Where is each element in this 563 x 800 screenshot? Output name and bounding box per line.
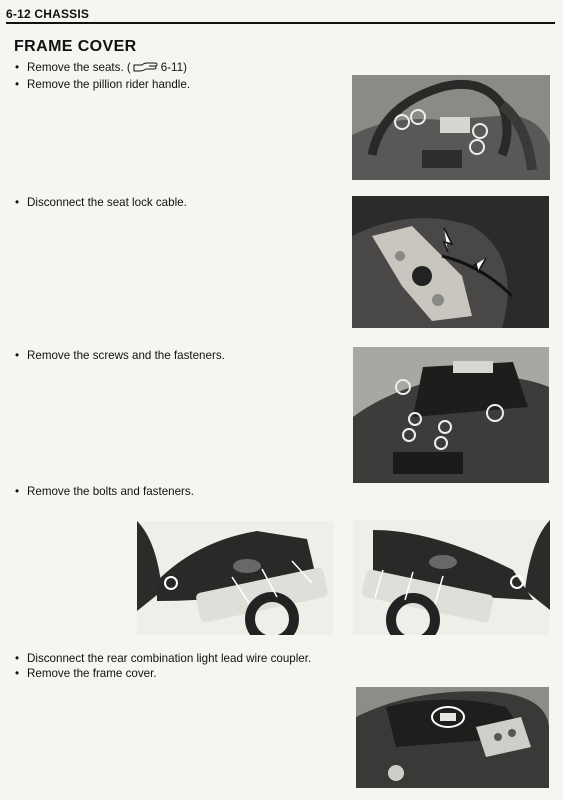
step-list-3 [14, 348, 225, 363]
section-title: FRAME COVER [14, 38, 137, 55]
page-header [6, 2, 555, 24]
step-list-2 [14, 195, 187, 210]
photo-screws-fasteners [353, 347, 549, 483]
photo-lead-wire-coupler [356, 687, 549, 788]
step-remove-handle: • Remove the pillion rider handle. [14, 77, 190, 92]
step-disconnect-coupler: • Disconnect the rear combination light lead wire coupler. [14, 651, 311, 666]
step-disconnect-cable: • Disconnect the seat lock cable. [14, 195, 187, 210]
step-list-5 [14, 651, 311, 681]
step-remove-screws: • Remove the screws and the fasteners. [14, 348, 225, 363]
pointing-hand-icon [133, 61, 159, 77]
step-remove-bolts: • Remove the bolts and fasteners. [14, 484, 194, 499]
photo-pillion-handle [352, 75, 550, 180]
page-header-label: 6-12 CHASSIS [6, 7, 90, 21]
step-remove-seats: • Remove the seats. ( 6-11) [14, 60, 190, 77]
photo-bolts-left [137, 521, 334, 635]
step-remove-frame-cover: • Remove the frame cover. [14, 666, 311, 681]
photo-bolts-right [353, 520, 550, 635]
step-list-1 [14, 60, 190, 92]
photo-seat-lock-cable [352, 196, 549, 328]
step-list-4 [14, 484, 194, 499]
